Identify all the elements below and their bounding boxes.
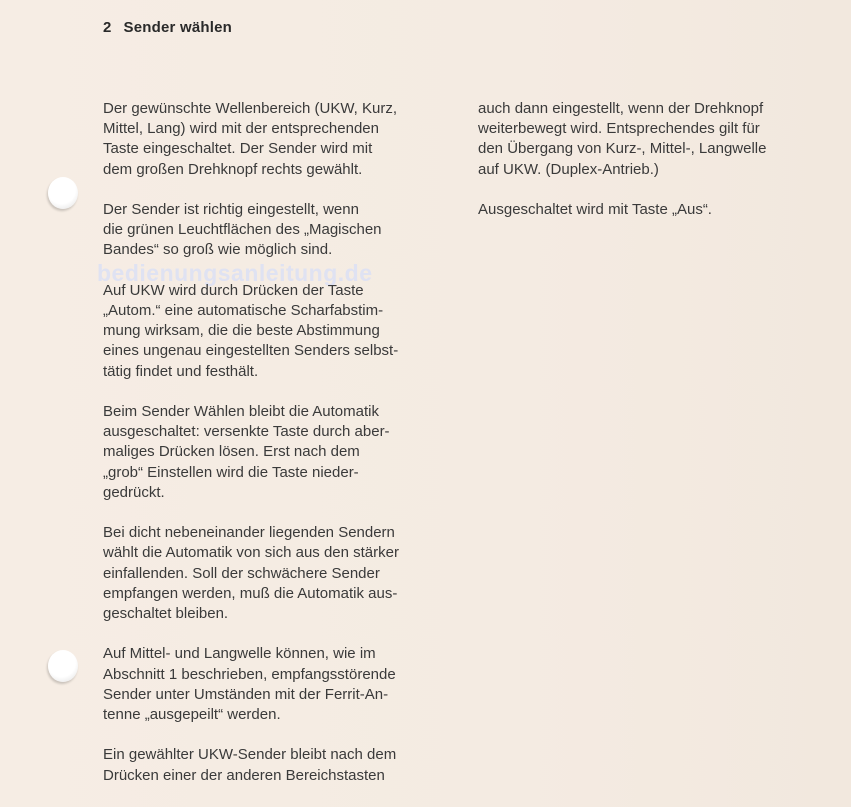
- text-line: weiterbewegt wird. Entsprechendes gilt für: [478, 120, 760, 138]
- text-line: geschaltet bleiben.: [103, 605, 229, 623]
- text-line: Auf Mittel- und Langwelle können, wie im: [103, 645, 376, 663]
- text-line: die grünen Leuchtflächen des „Magischen: [103, 221, 382, 239]
- section-heading: [103, 19, 232, 36]
- watermark: bedienungsanleitung.de: [97, 260, 373, 286]
- text-line: einfallenden. Soll der schwächere Sender: [103, 564, 380, 582]
- section-number: 2: [103, 19, 112, 36]
- text-line: Auf UKW wird durch Drücken der Taste: [103, 281, 364, 299]
- text-line: „grob“ Einstellen wird die Taste nieder-: [103, 463, 359, 481]
- text-line: Drücken einer der anderen Bereichstasten: [103, 766, 385, 784]
- text-line: Beim Sender Wählen bleibt die Automatik: [103, 403, 379, 420]
- text-line: empfangen werden, muß die Automatik aus-: [103, 584, 398, 602]
- text-line: tätig findet und festhält.: [103, 362, 259, 380]
- text-line: wählt die Automatik von sich aus den stärker: [103, 544, 399, 562]
- punch-hole-top: [48, 177, 78, 209]
- text-line: Bei dicht nebeneinander liegenden Sendern: [103, 524, 395, 542]
- punch-hole-bottom: [48, 650, 78, 682]
- paragraph-ferrit-antenne: [103, 644, 463, 725]
- paragraph-wellenbereich: [103, 99, 463, 180]
- text-line: den Übergang von Kurz-, Mittel-, Langwelle: [478, 140, 767, 158]
- text-line: auch dann eingestellt, wenn der Drehknopf: [478, 100, 764, 117]
- section-title: Sender wählen: [123, 19, 233, 36]
- text-line: Abschnitt 1 beschrieben, empfangsstörende: [103, 665, 396, 683]
- text-line: auf UKW. (Duplex-Antrieb.): [478, 160, 659, 178]
- text-line: Sender unter Umständen mit der Ferrit-An-: [103, 685, 389, 703]
- text-line: Taste eingeschaltet. Der Sender wird mit: [103, 140, 373, 158]
- text-line: Ein gewählter UKW-Sender bleibt nach dem: [103, 746, 397, 764]
- paragraph-nebeneinander: [103, 523, 463, 624]
- text-line: maliges Drücken lösen. Erst nach dem: [103, 443, 360, 461]
- text-line: dem großen Drehknopf rechts gewählt.: [103, 160, 363, 178]
- paragraph-magisches-band: [103, 200, 463, 261]
- text-line: ausgeschaltet: versenkte Taste durch aber-: [103, 423, 390, 441]
- paragraph-ukw-sender: [103, 745, 463, 785]
- text-line: mung wirksam, die die beste Abstimmung: [103, 322, 380, 340]
- text-line: eines ungenau eingestellten Senders selbst-: [103, 342, 399, 360]
- paragraph-ausschalten: [478, 200, 838, 220]
- text-line: gedrückt.: [103, 483, 165, 501]
- right-column: [478, 99, 838, 240]
- text-line: „Autom.“ eine automatische Scharfabstim-: [103, 302, 384, 319]
- paragraph-automatik-aus: [103, 402, 463, 503]
- text-line: Mittel, Lang) wird mit der entsprechenden: [103, 120, 379, 138]
- left-column: [103, 99, 463, 806]
- text-line: Der Sender ist richtig eingestellt, wenn: [103, 201, 359, 218]
- paragraph-duplex-antrieb: [478, 99, 838, 180]
- text-line: Ausgeschaltet wird mit Taste „Aus“.: [478, 201, 712, 218]
- text-line: Bandes“ so groß wie möglich sind.: [103, 241, 333, 259]
- text-line: tenne „ausgepeilt“ werden.: [103, 706, 281, 724]
- text-line: Der gewünschte Wellenbereich (UKW, Kurz,: [103, 100, 398, 117]
- paragraph-autom: [103, 281, 463, 382]
